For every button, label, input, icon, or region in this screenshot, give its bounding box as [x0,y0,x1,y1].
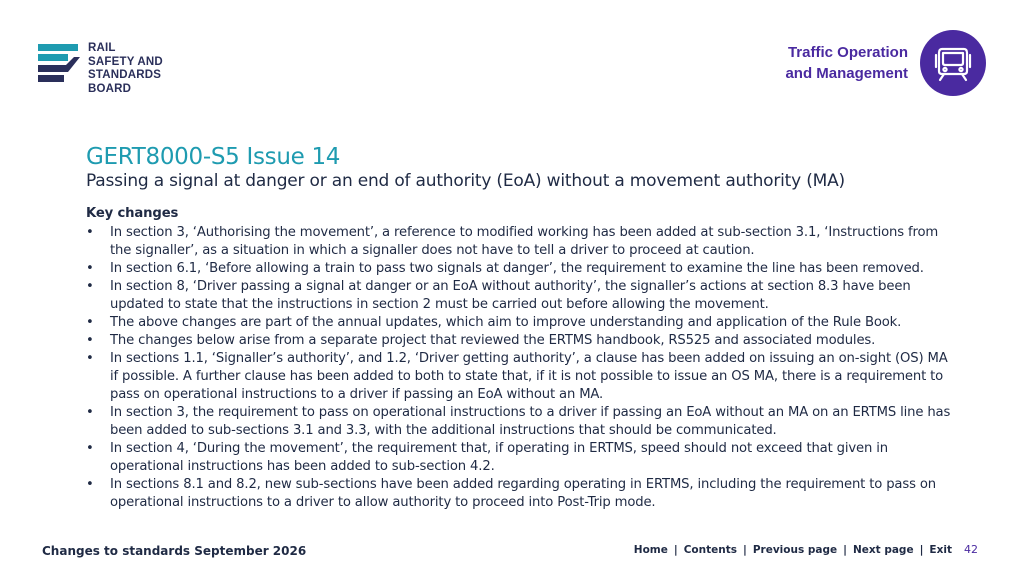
nav-contents-link[interactable]: Contents [683,544,737,556]
theme-label-line2: and Management [785,65,908,82]
changes-list [86,224,954,512]
list-item: • In section 8, ‘Driver passing a signal at danger or an EoA without authority’, the signaller’s actions at section 8.3 have been updated to state that the instructions in section 2 must be carried out before allowing the movement. [86,278,954,314]
list-item: • In section 3, the requirement to pass on operational instructions to a driver if passing an EoA without an MA on an ERTMS line has been added to sub-sections 3.1 and 3.3, with the additional instructions that should be communicated. [86,404,954,440]
rssb-logo [38,42,178,102]
key-changes-section [86,205,954,512]
list-item: • The above changes are part of the annual updates, which aim to improve understanding and application of the Rule Book. [86,314,954,332]
list-item: • In section 3, ‘Authorising the movement’, a reference to modified working has been added at sub-section 3.1, ‘Instructions from the signaller’, as a situation in which a signaller does not have to tell a driver to proceed at caution. [86,224,954,260]
page-title: GERT8000-S5 Issue 14 [86,144,341,170]
nav-separator: | [743,544,747,556]
list-item: • The changes below arise from a separate project that reviewed the ERTMS handbook, RS525 and associated modules. [86,332,954,350]
list-item: • In section 6.1, ‘Before allowing a train to pass two signals at danger’, the requirement to examine the line has been removed. [86,260,954,278]
page-subtitle: Passing a signal at danger or an end of authority (EoA) without a movement authority (MA) [86,171,845,191]
nav-separator: | [673,544,678,556]
nav-previous-page-link[interactable]: Previous page [752,544,838,556]
logo-line: STANDARDS [88,69,162,81]
rssb-logo-mark-icon [38,44,80,82]
page-number: 42 [964,543,978,556]
theme-badge [785,30,986,96]
logo-line: SAFETY AND [88,55,163,68]
theme-label-line1: Traffic Operation [787,44,908,61]
list-item: • In section 4, ‘During the movement’, the requirement that, if operating in ERTMS, speed should not exceed that given in operational instructions has been added to sub-section 4.2. [86,440,954,476]
list-item: • In sections 1.1, ‘Signaller’s authority’, and 1.2, ‘Driver getting authority’, a clause has been added on issuing an on-sight (OS) MA if possible. A further clause has been added to both to state that, if it is not possible to issue an OS MA, there is a requirement to pass on operational instructions to a driver if passing an EoA without an MA. [86,350,954,404]
rssb-logo-text [88,42,163,96]
nav-home-link[interactable]: Home [633,544,668,556]
theme-label [785,42,908,84]
nav-exit-link[interactable]: Exit [929,544,952,556]
logo-line: RAIL [88,42,116,54]
footer-caption: Changes to standards September 2026 [42,544,307,558]
nav-next-page-link[interactable]: Next page [852,544,914,556]
nav-separator: | [843,544,847,556]
train-front-icon [920,30,986,96]
section-heading: Key changes [86,206,179,221]
nav-separator: | [919,544,924,556]
logo-line: BOARD [88,82,132,95]
footer-navigation [634,544,952,556]
list-item: • In sections 8.1 and 8.2, new sub-sections have been added regarding operating in ERTMS, including the requirement to pass on operational instructions to a driver to allow authority to proceed into Post-Trip mode. [86,476,954,512]
